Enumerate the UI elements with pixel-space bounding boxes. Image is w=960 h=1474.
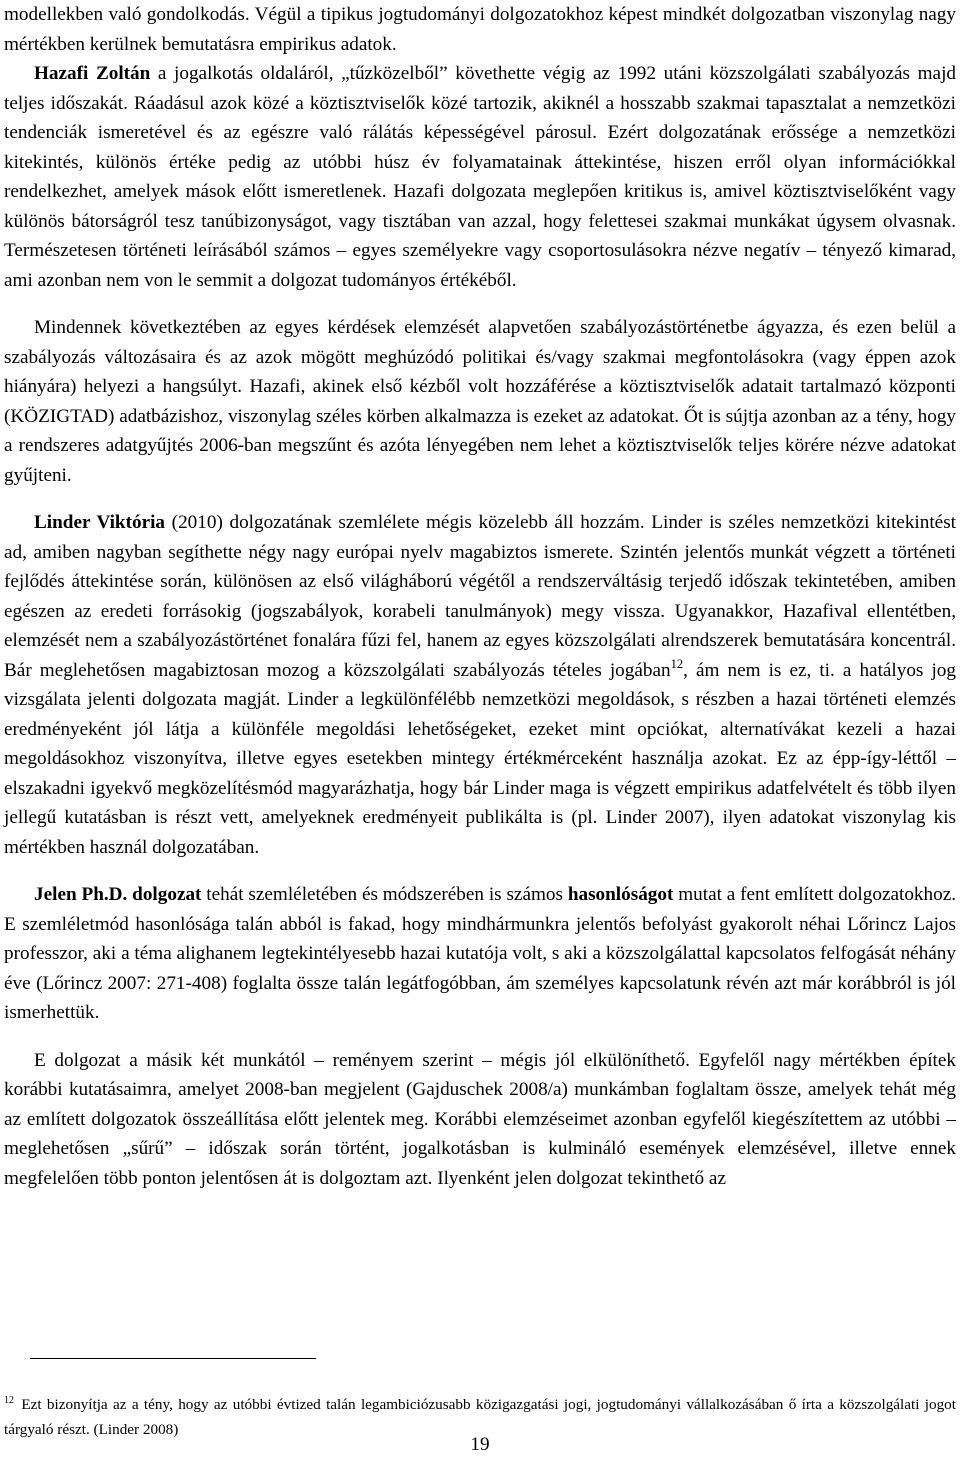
paragraph-text: modellekben való gondolkodás. Végül a tipikus jogtudományi dolgozatokhoz képest mindkét dolgozatban viszonylag nagy mértékben kerülnek bemutatásra empirikus adatok. [4,4,956,55]
paragraph-own-work [4,1046,956,1194]
paragraph-text: mutat a fent említett dolgozatokhoz. E szemléletmód hasonlósága talán abból is fakad, hogy mindhármunkra jelentős befolyást gyakorolt néhai Lőrincz Lajos professzor, aki a téma alighanem legtekintélyesebb hazai kutatója volt, s aki a közszolgálattal kapcsolatos felfogását néhány éve (Lőrincz 2007: 271-408) foglalta össze talán legátfogóbban, ám személyes kapcsolatunk révén azt már korábbról is jól ismerhettük. [4,884,957,1023]
paragraph-hazafi [4,59,956,295]
paragraph-text: tehát szemléletében és módszerében is számos [201,884,568,905]
bold-phrase-hasonlosag: hasonlóságot [567,884,674,905]
paragraph-text: Mindennek következtében az egyes kérdések elemzését alapvetően szabályozástörténetbe ágyazza, és ezen belül a szabályozás változásaira és az azok mögött meghúzódó politikai és/vagy szakmai megfontolásokra (vagy éppen azok hiányára) helyezi a hangsúlyt. Hazafi, akinek első kézből volt hozzáférése a köztisztviselők adatait tartalmazó központi (KÖZIGTAD) adatbázishoz, viszonylag széles körben alkalmazza is ezeket az adatokat. Őt is sújtja azonban az a tény, hogy a rendszeres adatgyűjtés 2006-ban megszűnt és azóta lényegében nem lehet a köztisztviselők teljes körére nézve adatokat gyűjteni. [4,317,956,486]
paragraph-text: (2010) dolgozatának szemlélete mégis közelebb áll hozzám. Linder is széles nemzetközi kitekintést ad, amiben nagyban segíthette négy nagy európai nyelv magabiztos ismerete. Szintén jelentős munkát végzett a történeti fejlődés áttekintése során, különösen az első világháború végétől a rendszerváltásig terjedő időszak tekintetében, amiben egészen az eredeti forrásokig (jogszabályok, korabeli tanulmányok) megy vissza. Ugyanakkor, Hazafival ellentétben, elemzését nem a szabályozástörténet fonalára fűzi fel, hanem az egyes közszolgálati alrendszerek bemutatására koncentrál. Bár meglehetősen magabiztosan mozog a közszolgálati szabályozás tételes jogában [4,512,956,681]
paragraph-text: a jogalkotás oldaláról, „tűzközelből” követhette végig az 1992 utáni közszolgálati szabályozás majd teljes időszakát. Ráadásul azok közé a köztisztviselők közé tartozik, akiknél a hosszabb szakmai tapasztalat a nemzetközi tendenciák ismeretével és az egészre való rálátás képességével párosul. Ezért dolgozatának erőssége a nemzetközi kitekintés, különös értéke pedig az utóbbi húsz év folyamatainak áttekintése, hiszen erről olyan információkkal rendelkezhet, amelyek mások előtt ismeretlenek. Hazafi dolgozata meglepően kritikus is, amivel köztisztviselőként vagy különös bátorságról tesz tanúbizonyságot, vagy tisztában van azzal, hogy felettesei szakmai munkákat úgysem olvasnak. Természetesen történeti leírásából számos – egyes személyekre vagy csoportosulásokra nézve negatív – tényező kimarad, ami azonban nem von le semmit a dolgozat tudományos értékéből. [4,63,956,291]
paragraph-linder [4,508,956,862]
footnote-number: 12 [4,1395,14,1406]
author-name-linder: Linder Viktória [34,512,166,533]
bold-phrase-jelen: Jelen Ph.D. dolgozat [34,884,202,905]
paragraph-text: E dolgozat a másik két munkától – reményem szerint – mégis jól elkülöníthető. Egyfelől nagy mértékben építek korábbi kutatásaimra, amelyet 2008-ban megjelent (Gajduschek 2008/a) munkámban foglaltam össze, amelyek tehát még az említett dolgozatok összeállítása előtt jelentek meg. Korábbi elemzéseimet azonban egyfelől kiegészítettem az utóbbi – meglehetősen „sűrű” – időszak során történt, jogalkotásban is kulmináló események elemzésével, illetve ennek megfelelően több ponton jelentősen át is dolgoztam azt. Ilyenként jelen dolgozat tekinthető az [4,1049,956,1189]
paragraph-text: , ám nem is ez, ti. a hatályos jog vizsgálata jelenti dolgozata magját. Linder a legkülönfélébb nemzetközi megoldások, s részben a hazai történeti elemzés eredményeként jól látja a különféle megoldási lehetőségeket, ezeket mint opciókat, alternatívákat kezeli a hazai megoldásokhoz viszonyítva, illetve egyes esetekben mintegy értékmérceként használja azokat. Ez az épp-így-léttől – elszakadni igyekvő megközelítésmód magyarázhatja, hogy bár Linder maga is végzett empirikus adatfelvételt és több ilyen jellegű kutatásban is részt vett, amelyeknek eredményeit publikálta is (pl. Linder 2007), ilyen adatokat viszonylag kis mértékben használ dolgozatában. [4,659,956,858]
page-number: 19 [470,1434,490,1455]
paragraph-hazafi-analysis [4,313,956,490]
footnote-reference[interactable]: 12 [670,656,684,671]
paragraph-jelen [4,880,956,1028]
footnote-text: Ezt bizonyítja az a tény, hogy az utóbbi évtized talán legambiciózusabb közigazgatási jogi, jogtudományi vállalkozásában ő írta a közszolgálati jogot tárgyaló részt. (Linder 2008) [4,1396,956,1438]
footnote-separator [30,1358,316,1359]
paragraph-continuation [4,0,956,59]
author-name-hazafi: Hazafi Zoltán [34,63,151,84]
